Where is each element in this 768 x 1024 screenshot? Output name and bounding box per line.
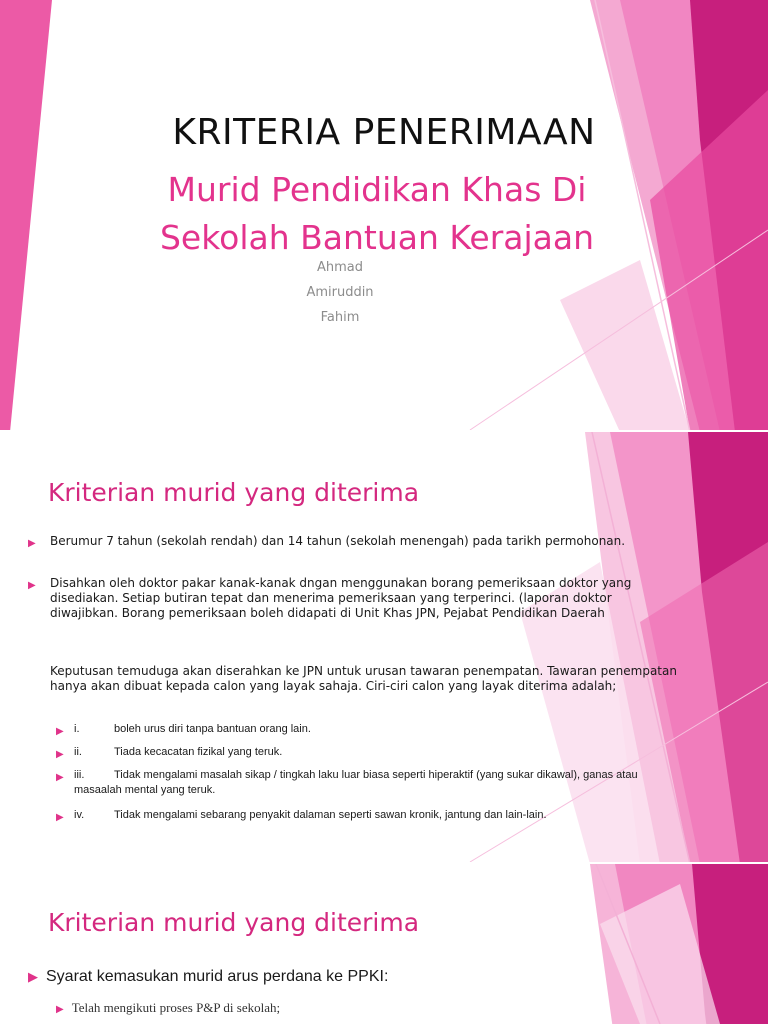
item-number: iv. xyxy=(74,809,85,821)
item-number: i. xyxy=(74,723,80,735)
list-item-text: Disahkan oleh doktor pakar kanak-kanak dngan menggunakan borang pemeriksaan doktor yang disediakan. Setiap butiran tepat dan menerima pemeriksaan yang terperinci. (laporan doktor diwajibkan. Borang pemeriksaan boleh didapati di Unit Khas JPN, Pejabat Pendidikan Daerah xyxy=(50,576,632,620)
author-name: Ahmad xyxy=(316,260,363,275)
criteria-slide xyxy=(0,432,768,864)
list-item-text: Berumur 7 tahun (sekolah rendah) dan 14 tahun (sekolah menengah) pada tarikh permohonan. xyxy=(50,534,626,548)
list-item xyxy=(28,968,388,986)
triangle-bullet-icon: ▶ xyxy=(56,749,64,760)
list-item-text: Tiada kecacatan fizikal yang teruk. xyxy=(114,746,283,758)
list-item-text: Telah mengikuti proses P&P di sekolah; xyxy=(71,1000,281,1015)
triangle-bullet-icon: ▶ xyxy=(28,538,36,549)
list-item-text: boleh urus diri tanpa bantuan orang lain. xyxy=(114,723,311,735)
list-item xyxy=(28,534,680,549)
list-item xyxy=(28,576,680,621)
list-item-text: Tidak mengalami masalah sikap / tingkah laku luar biasa seperti hiperaktif (yang sukar dikawal), ganas atau masaalah mental yang teruk. xyxy=(74,769,638,796)
triangle-bullet-icon: ▶ xyxy=(56,812,64,823)
list-item xyxy=(56,808,666,823)
triangle-bullet-icon: ▶ xyxy=(56,1004,64,1015)
list-item-text: Tidak mengalami sebarang penyakit dalaman seperti sawan kronik, jantung dan lain-lain. xyxy=(114,809,547,821)
slide-title: Kriterian murid yang diterima xyxy=(48,478,420,507)
presentation-subtitle xyxy=(80,166,674,262)
list-item xyxy=(56,768,666,798)
list-item xyxy=(56,1000,280,1016)
list-item xyxy=(56,745,666,760)
triangle-bullet-icon: ▶ xyxy=(56,726,64,737)
presentation-title: KRITERIA PENERIMAAN xyxy=(172,112,596,153)
triangle-bullet-icon: ▶ xyxy=(28,969,38,984)
triangle-bullet-icon: ▶ xyxy=(28,580,36,591)
author-name: Fahim xyxy=(320,310,360,325)
item-number: ii. xyxy=(74,746,82,758)
list-item xyxy=(56,722,666,737)
author-name: Amiruddin xyxy=(306,285,374,300)
title-slide xyxy=(0,0,768,432)
slide-title: Kriterian murid yang diterima xyxy=(48,908,420,937)
subtitle-line: Murid Pendidikan Khas Di xyxy=(167,170,587,209)
triangle-bullet-icon: ▶ xyxy=(56,772,64,783)
paragraph: Keputusan temuduga akan diserahkan ke JPN untuk urusan tawaran penempatan. Tawaran penempatan hanya akan dibuat kepada calon yang layak sahaja. Ciri-ciri calon yang layak diterima adalah; xyxy=(50,664,677,693)
item-number: iii. xyxy=(74,769,85,781)
subtitle-line: Sekolah Bantuan Kerajaan xyxy=(159,218,595,257)
requirements-slide xyxy=(0,864,768,1024)
list-item-text: Syarat kemasukan murid arus perdana ke PPKI: xyxy=(46,968,389,985)
